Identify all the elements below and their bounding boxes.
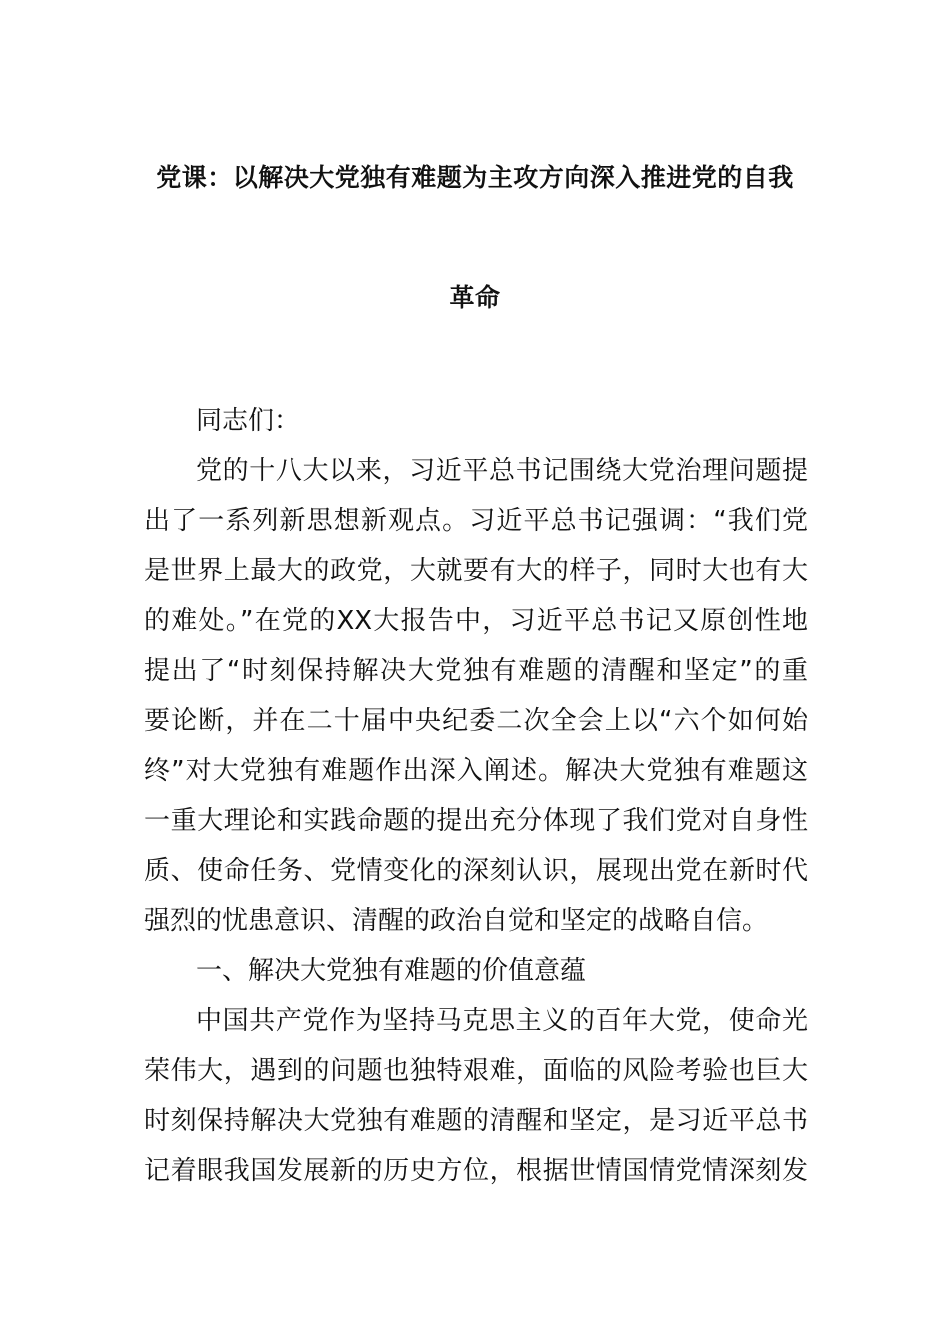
paragraph-line: 一重大理论和实践命题的提出充分体现了我们党对自身性 [144, 806, 808, 836]
paragraph-line: 是世界上最大的政党，大就要有大的样子，同时大也有大 [144, 556, 808, 586]
salutation: 同志们： [196, 406, 301, 436]
paragraph-line: 出了一系列新思想新观点。习近平总书记强调：“我们党 [144, 506, 808, 536]
paragraph-line: 的难处。”在党的XX大报告中，习近平总书记又原创性地 [144, 606, 808, 636]
paragraph-line: 要论断，并在二十届中央纪委二次全会上以“六个如何始 [144, 706, 808, 736]
paragraph-line: 党的十八大以来，习近平总书记围绕大党治理问题提 [196, 456, 808, 486]
document-body [144, 396, 808, 1196]
paragraph-line: 时刻保持解决大党独有难题的清醒和坚定，是习近平总书 [144, 1106, 808, 1136]
paragraph-line: 终”对大党独有难题作出深入阐述。解决大党独有难题这 [144, 756, 808, 786]
document-title-line-1: 党课：以解决大党独有难题为主攻方向深入推进党的自我 [156, 163, 794, 192]
paragraph-line: 记着眼我国发展新的历史方位，根据世情国情党情深刻发 [144, 1156, 808, 1186]
document-title-line-2: 革命 [449, 283, 501, 312]
paragraph-line: 强烈的忧患意识、清醒的政治自觉和坚定的战略自信。 [144, 906, 769, 936]
paragraph-line: 提出了“时刻保持解决大党独有难题的清醒和坚定”的重 [144, 656, 808, 686]
paragraph-line: 中国共产党作为坚持马克思主义的百年大党，使命光 [196, 1006, 808, 1036]
paragraph-line: 荣伟大，遇到的问题也独特艰难，面临的风险考验也巨大 [144, 1056, 808, 1086]
section-heading: 一、解决大党独有难题的价值意蕴 [196, 956, 587, 986]
paragraph-line: 质、使命任务、党情变化的深刻认识，展现出党在新时代 [144, 856, 808, 886]
